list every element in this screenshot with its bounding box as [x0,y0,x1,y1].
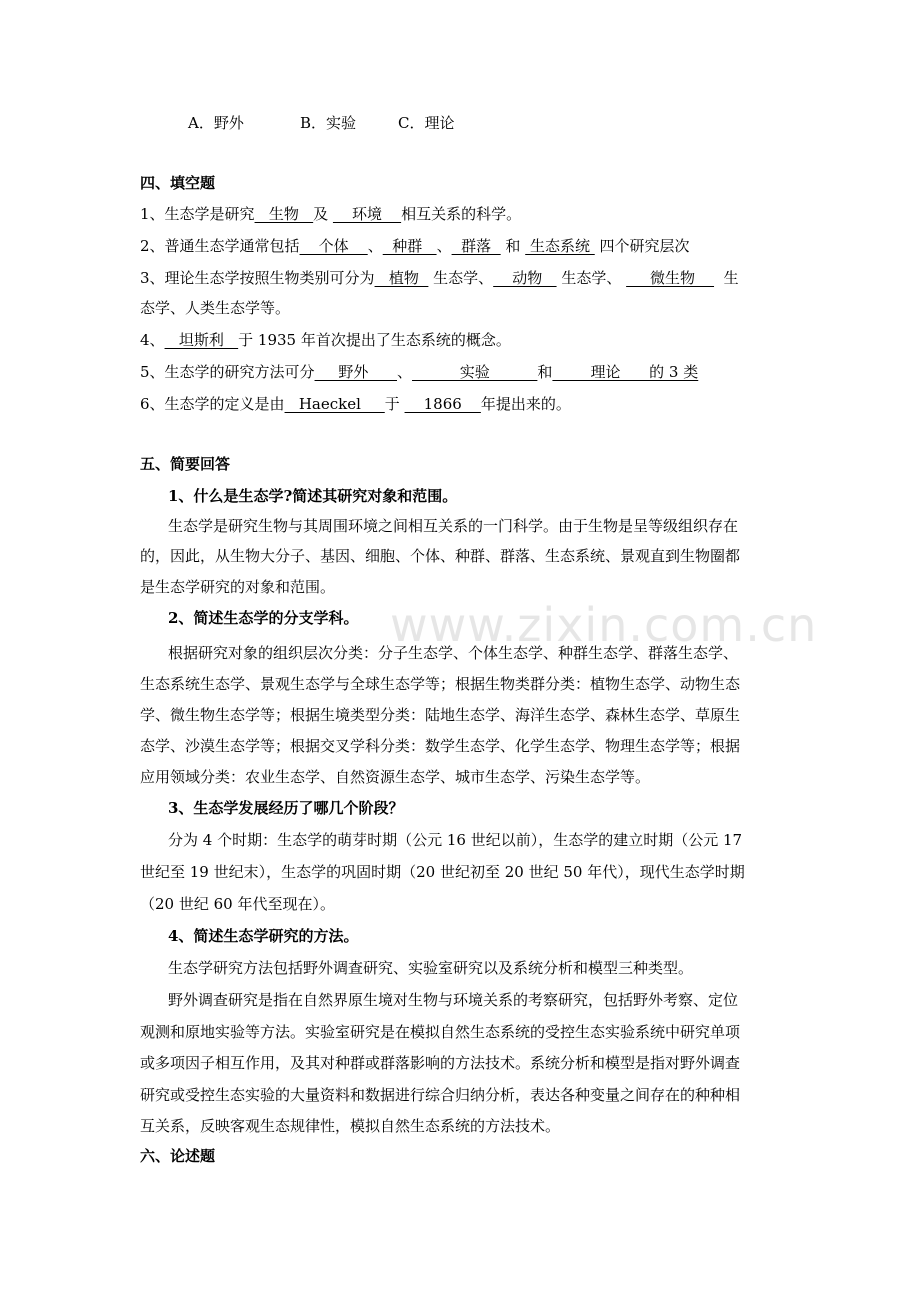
answer-line: 应用领域分类：农业生态学、自然资源生态学、城市生态学、污染生态学等。 [140,768,651,786]
answer-line: 学、微生物生态学等；根据生境类型分类：陆地生态学、海洋生态学、森林生态学、草原生 [140,706,741,724]
option-c: C．理论 [398,114,455,132]
answer-line: 世纪至 19 世纪末），生态学的巩固时期（20 世纪初至 20 世纪 50 年代），现代生态学时期 [140,863,745,881]
watermark-text: www.zixin.com.cn [390,598,818,652]
blank: 植物 [374,269,429,287]
blank: 群落 [451,237,501,255]
blank: 种群 [382,237,437,255]
blank: 生态系统 [525,237,595,255]
section5-heading: 五、简要回答 [140,455,231,473]
question-2: 2、简述生态学的分支学科。 [168,609,359,627]
fill-q5: 5、生态学的研究方法可分 野外 、 实验 和 理论 的 3 类 [140,363,699,381]
blank: 野外 [314,363,397,381]
blank: Haeckel [284,395,385,413]
option-b: B．实验 [300,114,357,132]
answer-line: 观测和原地实验等方法。实验室研究是在模拟自然生态系统的受控生态实验系统中研究单项 [140,1023,741,1041]
question-4: 4、简述生态学研究的方法。 [168,927,359,945]
answer-line: 是生态学研究的对象和范围。 [140,578,336,596]
blank: 理论 的 3 类 [552,363,699,381]
fill-q1: 1、生态学是研究 生物 及 环境 相互关系的科学。 [140,205,522,223]
answer-line: 生态学研究方法包括野外调查研究、实验室研究以及系统分析和模型三种类型。 [168,959,694,977]
answer-line: 根据研究对象的组织层次分类：分子生态学、个体生态学、种群生态学、群落生态学、 [168,644,739,662]
answer-line: 互关系，反映客观生态规律性，模拟自然生态系统的方法技术。 [140,1117,561,1135]
answer-line: 分为 4 个时期：生态学的萌芽时期（公元 16 世纪以前），生态学的建立时期（公元 17 [168,831,743,849]
blank: 生物 [254,205,314,223]
fill-q4: 4、 坦斯利 于 1935 年首次提出了生态系统的概念。 [140,331,511,349]
blank: 动物 [493,269,557,287]
blank: 坦斯利 [164,331,239,349]
fill-q3-cont: 态学、人类生态学等。 [140,299,291,317]
answer-line: 生态系统生态学、景观生态学与全球生态学等；根据生物类群分类：植物生态学、动物生态 [140,675,741,693]
answer-line: 生态学是研究生物与其周围环境之间相互关系的一门科学。由于生物是呈等级组织存在 [168,517,739,535]
blank: 实验 [412,363,538,381]
fill-q6: 6、生态学的定义是由 Haeckel 于 1866 年提出来的。 [140,395,571,413]
answer-line: 或多项因子相互作用，及其对种群或群落影响的方法技术。系统分析和模型是指对野外调查 [140,1054,741,1072]
blank: 个体 [299,237,368,255]
fill-q2: 2、普通生态学通常包括 个体 、 种群 、 群落 和 生态系统 四个研究层次 [140,237,690,255]
option-a: A．野外 [188,114,244,132]
fill-q3: 3、理论生态学按照生物类别可分为 植物 生态学、 动物 生态学、 微生物 生 [140,269,739,287]
question-3: 3、生态学发展经历了哪几个阶段？ [168,799,404,817]
section4-heading: 四、填空题 [140,174,216,192]
answer-line: 的，因此，从生物大分子、基因、细胞、个体、种群、群落、生态系统、景观直到生物圈都 [140,547,741,565]
answer-line: 野外调查研究是指在自然界原生境对生物与环境关系的考察研究，包括野外考察、定位 [168,991,739,1009]
answer-line: 研究或受控生态实验的大量资料和数据进行综合归纳分析，表达各种变量之间存在的种种相 [140,1086,741,1104]
section6-heading: 六、论述题 [140,1147,216,1165]
blank: 环境 [332,205,402,223]
blank: 微生物 [626,269,715,287]
answer-line: （20 世纪 60 年代至现在）。 [140,895,335,913]
question-1: 1、什么是生态学?简述其研究对象和范围。 [168,487,458,505]
answer-line: 态学、沙漠生态学等；根据交叉学科分类：数学生态学、化学生态学、物理生态学等；根据 [140,737,741,755]
blank: 1866 [404,395,481,413]
